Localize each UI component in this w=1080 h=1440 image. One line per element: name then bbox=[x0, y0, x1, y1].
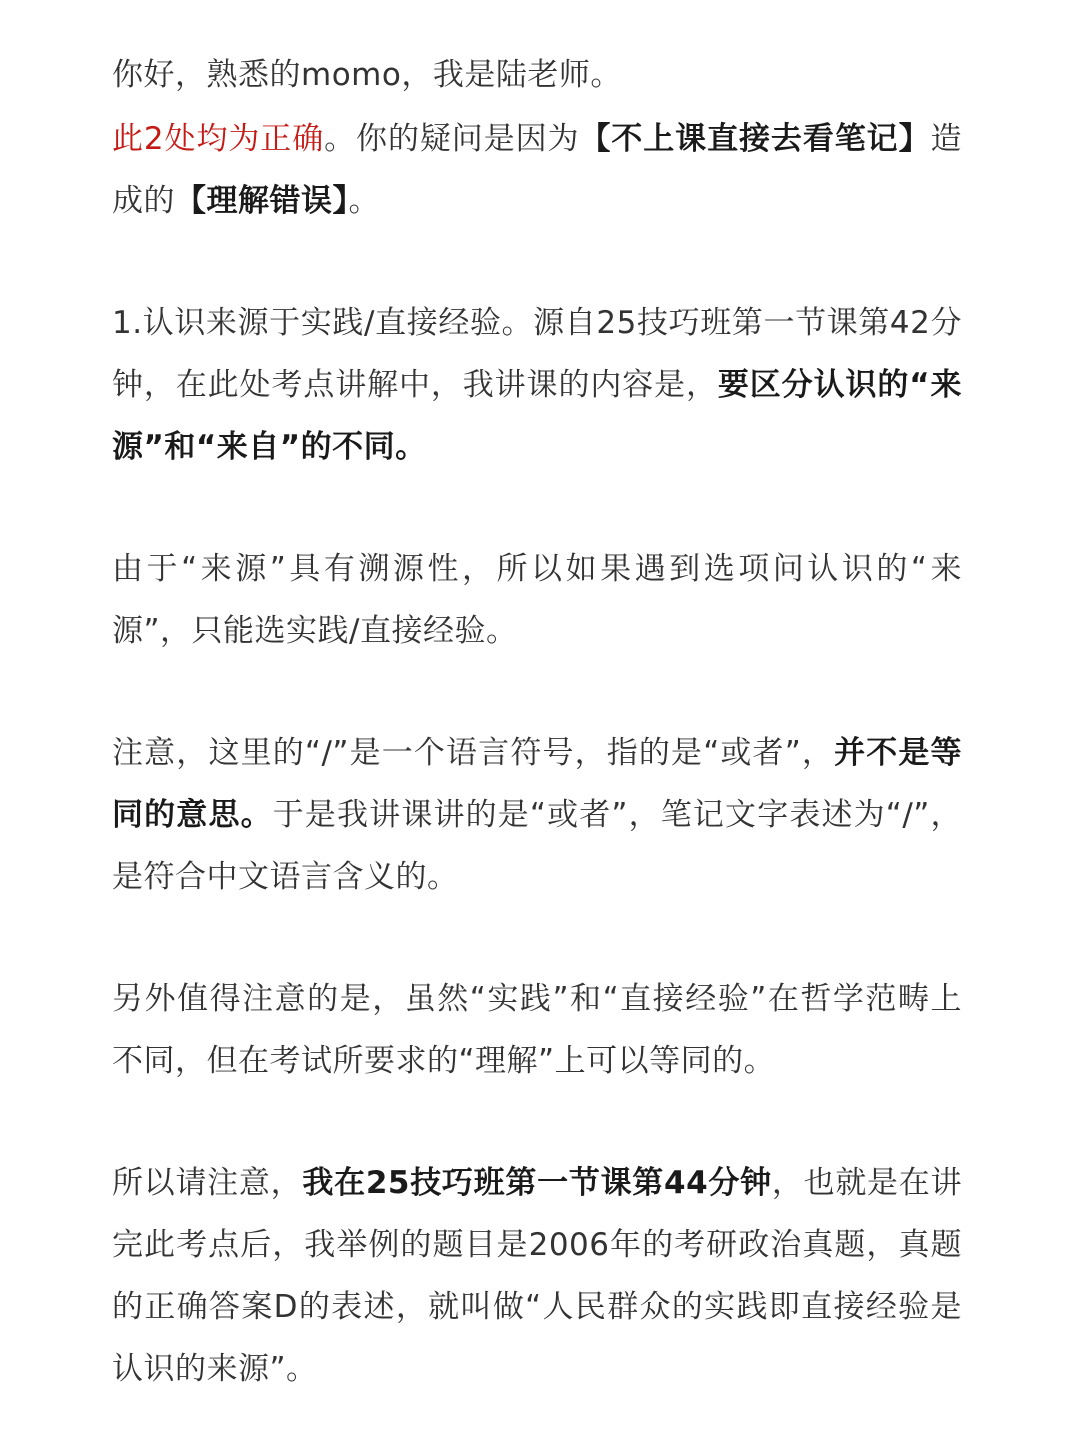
answer-text-1: 。你的疑问是因为 bbox=[324, 121, 580, 157]
category-text: 另外值得注意的是，虽然“实践”和“直接经验”在哲学范畴上不同，但在考试所要求的“理解”上可以等同的。 bbox=[112, 981, 962, 1079]
slash-note-bold: 并不是等同的意思。 bbox=[112, 735, 963, 833]
answer-paragraph bbox=[112, 108, 962, 232]
spacer bbox=[112, 1092, 962, 1152]
point-1-bold: 要区分认识的“来源”和“来自”的不同。 bbox=[112, 367, 963, 465]
spacer bbox=[112, 908, 962, 968]
answer-text-2: 造成的 bbox=[112, 121, 962, 219]
slash-note-text-1: 注意，这里的“/”是一个语言符号，指的是“或者”， bbox=[112, 735, 835, 771]
greeting-paragraph bbox=[112, 44, 962, 106]
point-1-paragraph bbox=[112, 292, 962, 478]
note-document bbox=[112, 44, 962, 1400]
example-text-2: ，也就是在讲完此考点后，我举例的题目是2006年的考研政治真题，真题的正确答案D的表述，就叫做“人民群众的实践即直接经验是认识的来源”。 bbox=[112, 1165, 963, 1387]
origin-paragraph bbox=[112, 538, 962, 662]
greeting-text: 你好，熟悉的momo，我是陆老师。 bbox=[112, 57, 622, 93]
example-paragraph bbox=[112, 1152, 962, 1400]
answer-text-3: 。 bbox=[348, 183, 380, 219]
slash-note-paragraph bbox=[112, 722, 962, 908]
spacer bbox=[112, 662, 962, 722]
category-paragraph bbox=[112, 968, 962, 1092]
slash-note-text-2: 于是我讲课讲的是“或者”，笔记文字表述为“/”，是符合中文语言含义的。 bbox=[112, 797, 962, 895]
correct-highlight: 此2处均为正确 bbox=[112, 121, 325, 157]
spacer bbox=[112, 232, 962, 292]
example-bold: 我在25技巧班第一节课第44分钟 bbox=[302, 1165, 772, 1201]
spacer bbox=[112, 478, 962, 538]
point-1-text: 1.认识来源于实践/直接经验。源自25技巧班第一节课第42分钟，在此处考点讲解中，我讲课的内容是， bbox=[112, 305, 962, 403]
error-bold: 【理解错误】 bbox=[175, 183, 349, 219]
origin-text: 由于“来源”具有溯源性，所以如果遇到选项问认识的“来源”，只能选实践/直接经验。 bbox=[112, 551, 962, 649]
example-text-1: 所以请注意， bbox=[112, 1165, 303, 1201]
cause-bold: 【不上课直接去看笔记】 bbox=[579, 121, 931, 157]
